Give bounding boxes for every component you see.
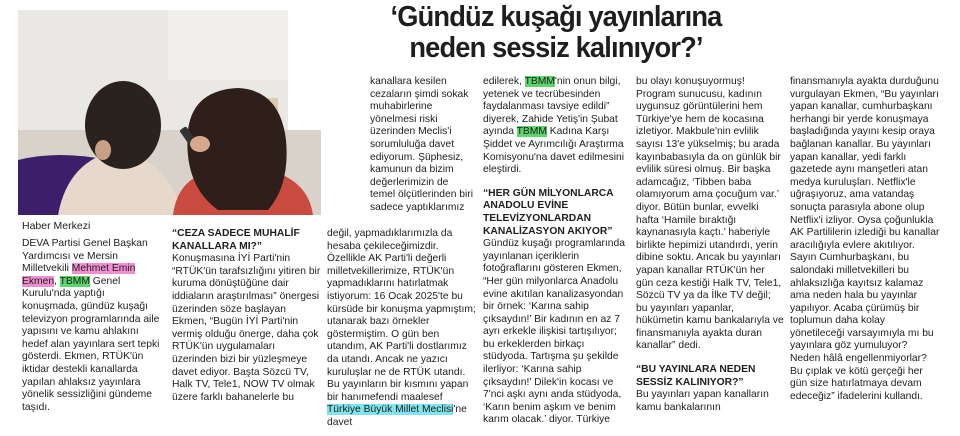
text: 'nin onun bilgi, yetenek ve tecrübesinden faydalanması tavsiye edildi” diyerek, Zahide Yetiş'in Şubat ayında [483, 76, 621, 138]
text: edilerek, [483, 76, 525, 87]
paragraph: kanallara kesilen cezaların şimdi sokak muhabirlerine yönelmesi riski üzerinden Meclis'i sorumluluğa davet ediyorum. Şüphesiz, kamunun da bizim değerlerimizin de temel ölçütlerinden biri sadece yaptıklarımız [370, 76, 474, 213]
column-3 [327, 228, 477, 430]
highlight-tbmm-full: Türkiye Büyük Millet Meclisi [327, 404, 454, 416]
column-6 [790, 76, 940, 403]
paragraph [327, 228, 477, 430]
highlight-tbmm: TBMM [524, 76, 555, 87]
subheading-ceza: “CEZA SADECE MUHALİF KANALLARA MI?” [172, 228, 300, 252]
intro-paragraph [22, 238, 163, 414]
paragraph [483, 76, 631, 177]
highlight-name: Mehmet Emin Ekmen [22, 263, 136, 287]
text: , [54, 275, 60, 287]
column-5 [636, 76, 784, 414]
column-4 [483, 76, 631, 427]
subheading-sessiz: “BU YAYINLARA NEDEN SESSİZ KALINIYOR?” [636, 364, 756, 388]
paragraph: bu olayı konuşuyormuş! Program sunucusu, kadının uygunsuz görüntülerini hem Türkiye'ye hem de kocasına izletiyor. Makbule'nin evlilik sayısı 13'e yükselmiş; bu arada kayınbabasıyla da on günlük bir evlilik süresi olmuş. Bir başka adamcağız, ‘Tibben baba olamıyorum ama çocuğum var.’ diyor. Bütün bunlar, evvelki hafta ‘Hamile bıraktığı kaynanasıyla kaçtı.’ haberiyle birlikte hepimizi utandırdı, yerin dibine soktu. Ancak bu yayınları yapan kanallar RTÜK'ün her gün ceza kestiği Halk TV, Tele1, Sözcü TV ya da İlke TV değil; bu yayınları yapanlar, hükümetin kamu bankalarıyla ve finansmanıyla ayakta duran kanallar” dedi. [636, 76, 784, 352]
text: Kadına Karşı Şiddet ve Ayrımcılığı Araştırma Komisyonu'na davet edilmesini eleştirdi. [483, 126, 625, 176]
column-3-top [370, 76, 476, 215]
text: değil, yapmadıklarımızla da hesaba çekileceğimizdir. Özellikle AK Parti'li değerli milletvekillerimize, RTÜK'ün yapmadıklarını hatırlatmak istiyorum: 16 Ocak 2025'te bu kürsüde bir konuşma yapmıştım; utanarak bazı örnekler göstermiştim. O gün ben utandım, AK Parti'li dostlarımız da utandı. Ancak ne yazıcı kurulușlar ne de RTÜK utandı. Bu yayınların bir kısmını yapan bir hanımefendi maalesef [327, 228, 476, 403]
paragraph: Konuşmasına İYİ Parti'nin “RTÜK'ün tarafsızlığını yitiren bir kuruma dönüştüğüne dair iddiaların araştırılması” önergesi üzerinden söze başlayan Ekmen, “Bugün İYİ Parti'nin vermiş olduğu önerge, daha çok RTÜK'ün uygulamaları üzerinden bizi bir yüzleşmeye davet ediyor. Başta Sözcü TV, Halk TV, Tele1, NOW TV olmak üzere farklı bahanelerle bu [172, 253, 321, 403]
highlight-tbmm-2: TBMM [516, 126, 547, 138]
paragraph: finansmanıyla ayakta durduğunu vurgulayan Ekmen, “Bu yayınları yapan kanallar, cumhurbaşkanı herhangi bir yerde konuşmaya başladığında yayını kesip oraya bağlanan kanallar. Bu yayınları yapan kanallar, yedi farklı gazetede aynı manşetleri atan medya kuruluşları. Netflix'le uğraşıyoruz, ama vatandaş sonuçta parasıyla abone olup Netflix'i izliyor. Oysa çoğunlukla AK Partililerin izlediği bu kanallar aracılığıyla evlere akıtılıyor. Sayın Cumhurbaşkanı, bu salondaki milletvekilleri bu ahlaksızlığa kayıtsız kalamaz ama neden hala bu yayınlar yapılıyor. Acaba çürümüş bir toplumun daha kolay yönetileceği varsayımıyla mı bu yayınlara göz yumuluyor? Neden hâlâ engellenmiyorlar? Bu çıplak ve kötü gerçeği her gün size hatırlatmaya devam edeceğiz” ifadelerini kullandı. [790, 76, 940, 402]
news-photo [18, 10, 321, 215]
paragraph: Bu yayınları yapan kanalların kamu bankalarının [636, 389, 769, 413]
photo-caption: Haber Merkezi [22, 220, 91, 232]
headline [377, 2, 734, 64]
column-2 [172, 228, 322, 404]
text: 'ne davet [327, 404, 467, 428]
couple-watching-tv-image [18, 10, 321, 215]
headline-line-1: ‘Gündüz kuşağı yayınlarına [390, 1, 722, 33]
subheading-kanalizasyon: “HER GÜN MİLYONLARCA ANADOLU EVİNE TELEVİZYONLARDAN KANALİZASYON AKIYOR” [483, 187, 614, 237]
headline-line-2: neden sessiz kalınıyor?’ [409, 32, 703, 64]
text: DEVA Partisi Genel Başkan Yardımcısı ve Mersin Milletvekili [22, 238, 148, 275]
highlight-tbmm: TBMM [59, 275, 90, 287]
paragraph: Gündüz kuşağı programlarında yayınlanan içeriklerin fotoğraflarını gösteren Ekmen, “Her gün milyonlarca Anadolu evine akıtılan kanalizasyondan bir örnek: ‘Karına sahip çıksaydın!’ Bir kadının en az 7 ayrı erkekle ilişkisi tartışılıyor; bu erkeklerden birkaçı stüdyoda. Tartışma şu şekilde ilerliyor: ‘Karına sahip çıksaydın!’ Dilek'in kocası ve 7'nci aşkı aynı anda stüdyoda, ‘Karın benim aşkım ve benim karım olacak.’ diyor. Türkiye [483, 238, 625, 426]
text: Genel Kurulu'nda yaptığı konuşmada, gündüz kuşağı televizyon programlarında aile yapısını ve kamu ahlakını hedef alan yayınlara sert tepki gösterdi. Ekmen, RTÜK'ün iktidar destekli kanallarda yapılan ahlaksız yayınlara yönelik sessizliğini gündeme taşıdı. [22, 275, 160, 413]
column-1 [22, 238, 163, 414]
